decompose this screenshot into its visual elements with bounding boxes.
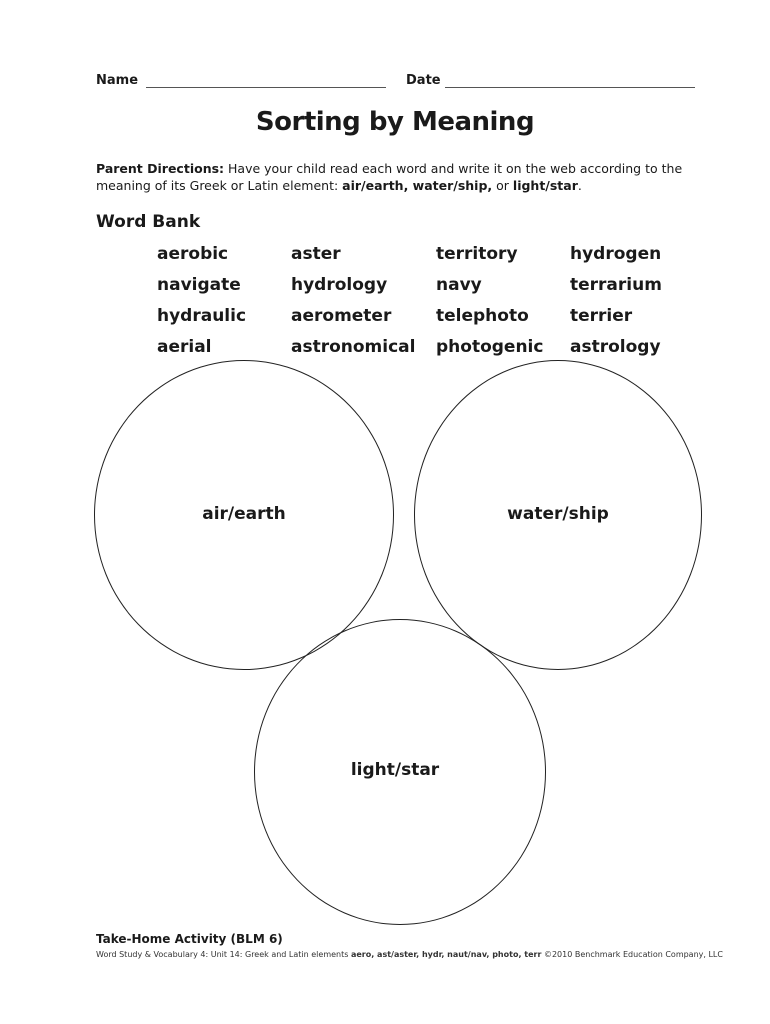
word-bank-word: hydraulic xyxy=(157,306,247,326)
word-bank-word: navigate xyxy=(157,275,241,295)
directions-text: Have your child read each word and write it on the web according to the meaning of its Greek or Latin element: xyxy=(96,161,683,193)
footer-title: Take-Home Activity (BLM 6) xyxy=(96,932,283,946)
date-field[interactable] xyxy=(445,87,695,88)
word-bank-word: telephoto xyxy=(436,306,529,326)
word-bank-word: hydrology xyxy=(291,275,388,295)
word-bank-word: astrology xyxy=(570,337,661,357)
name-label: Name xyxy=(96,73,139,88)
directions-category-2: light/star xyxy=(512,178,578,193)
word-bank-word: terrarium xyxy=(570,275,662,295)
word-bank-word: aster xyxy=(291,244,341,264)
footer-elements: aero, ast/aster, hydr, naut/nav, photo, terr xyxy=(350,950,542,959)
light-star-label: light/star xyxy=(350,760,440,780)
word-bank-word: aerial xyxy=(157,337,212,357)
word-bank-word: navy xyxy=(436,275,482,295)
word-bank-word: hydrogen xyxy=(570,244,662,264)
footer-note xyxy=(96,950,723,959)
word-bank-word: aerobic xyxy=(157,244,229,264)
word-bank-word: astronomical xyxy=(291,337,416,357)
date-label: Date xyxy=(406,73,441,88)
directions-or: or xyxy=(492,178,513,193)
word-bank-word: territory xyxy=(436,244,518,264)
page-title: Sorting by Meaning xyxy=(255,107,535,137)
word-bank-word: terrier xyxy=(570,306,633,326)
water-ship-label: water/ship xyxy=(507,504,609,524)
directions-lead: Parent Directions: xyxy=(96,161,225,176)
air-earth-label: air/earth xyxy=(202,504,286,524)
parent-directions xyxy=(96,160,736,194)
word-bank-word: aerometer xyxy=(291,306,392,326)
directions-category-1: air/earth, water/ship, xyxy=(342,178,493,193)
word-bank-word: photogenic xyxy=(436,337,544,357)
name-field[interactable] xyxy=(146,87,386,88)
word-bank-heading: Word Bank xyxy=(96,212,201,232)
footer-prefix: Word Study & Vocabulary 4: Unit 14: Greek and Latin elements xyxy=(96,950,351,959)
footer-copyright: ©2010 Benchmark Education Company, LLC xyxy=(541,950,723,959)
directions-end: . xyxy=(577,178,582,193)
